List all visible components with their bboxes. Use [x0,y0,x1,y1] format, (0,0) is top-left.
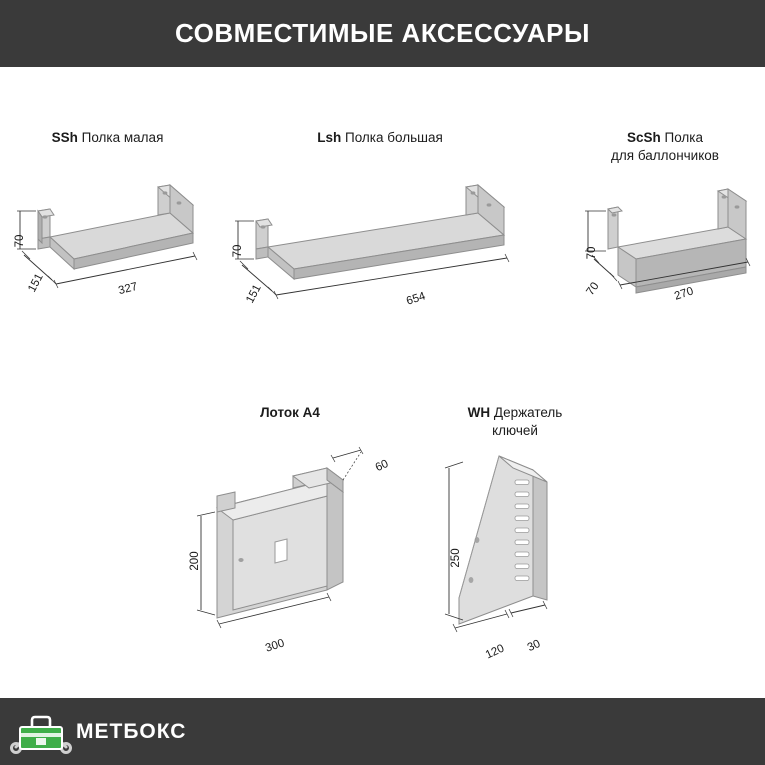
product-caption-scsh [570,129,760,165]
dimension-scsh-width: 270 [673,285,695,303]
product-figure-scsh [570,187,760,317]
header-banner [0,0,765,67]
dimension-tray-depth: 60 [373,457,391,475]
dimension-lsh-width: 654 [405,290,427,308]
page-title: СОВМЕСТИМЫЕ АКСЕССУАРЫ [175,18,590,48]
dimension-lsh-height: 70 [232,244,244,258]
dimension-tray-height: 200 [189,551,201,571]
product-figure-wh [415,448,615,628]
product-figure-lsh [230,185,530,310]
dimension-ssh-depth: 151 [26,271,46,295]
product-caption-ssh [10,129,205,147]
product-code-tray: Лоток A4 [260,405,320,420]
dimension-wh-depth: 30 [525,637,543,655]
product-caption-lsh [230,129,530,147]
dimension-scsh-height: 70 [586,246,598,260]
product-card-tray [175,400,405,655]
dimension-tray-width: 300 [264,637,286,655]
brand-logo [10,704,190,760]
product-caption-tray [175,404,405,422]
product-card-wh [415,400,615,662]
dimension-scsh-depth: 70 [584,280,602,298]
dimension-lsh-depth: 151 [244,282,264,306]
dimension-ssh-width: 327 [117,280,139,298]
dimension-wh-width: 120 [483,642,507,662]
product-name-wh: Держатель [493,405,563,420]
product-code-lsh: Lsh [317,130,342,145]
product-name2-scsh: для баллончиков [611,147,719,163]
product-name-scsh: Полка [664,130,704,145]
product-name-ssh: Полка малая [81,130,164,145]
toolbox-icon [10,707,72,757]
product-code-scsh: ScSh [626,130,661,145]
product-card-scsh [570,125,760,320]
dimension-ssh-height: 70 [14,234,26,248]
product-caption-wh [415,404,615,440]
product-name-lsh: Полка большая [345,130,443,145]
product-card-lsh [230,125,530,315]
product-code-wh: WH [467,405,491,420]
dimension-wh-height: 250 [450,548,462,568]
brand-name: МЕТБОКС [76,720,187,743]
product-code-ssh: SSh [51,130,78,145]
product-name2-wh: ключей [492,422,538,438]
product-card-ssh [10,125,205,315]
